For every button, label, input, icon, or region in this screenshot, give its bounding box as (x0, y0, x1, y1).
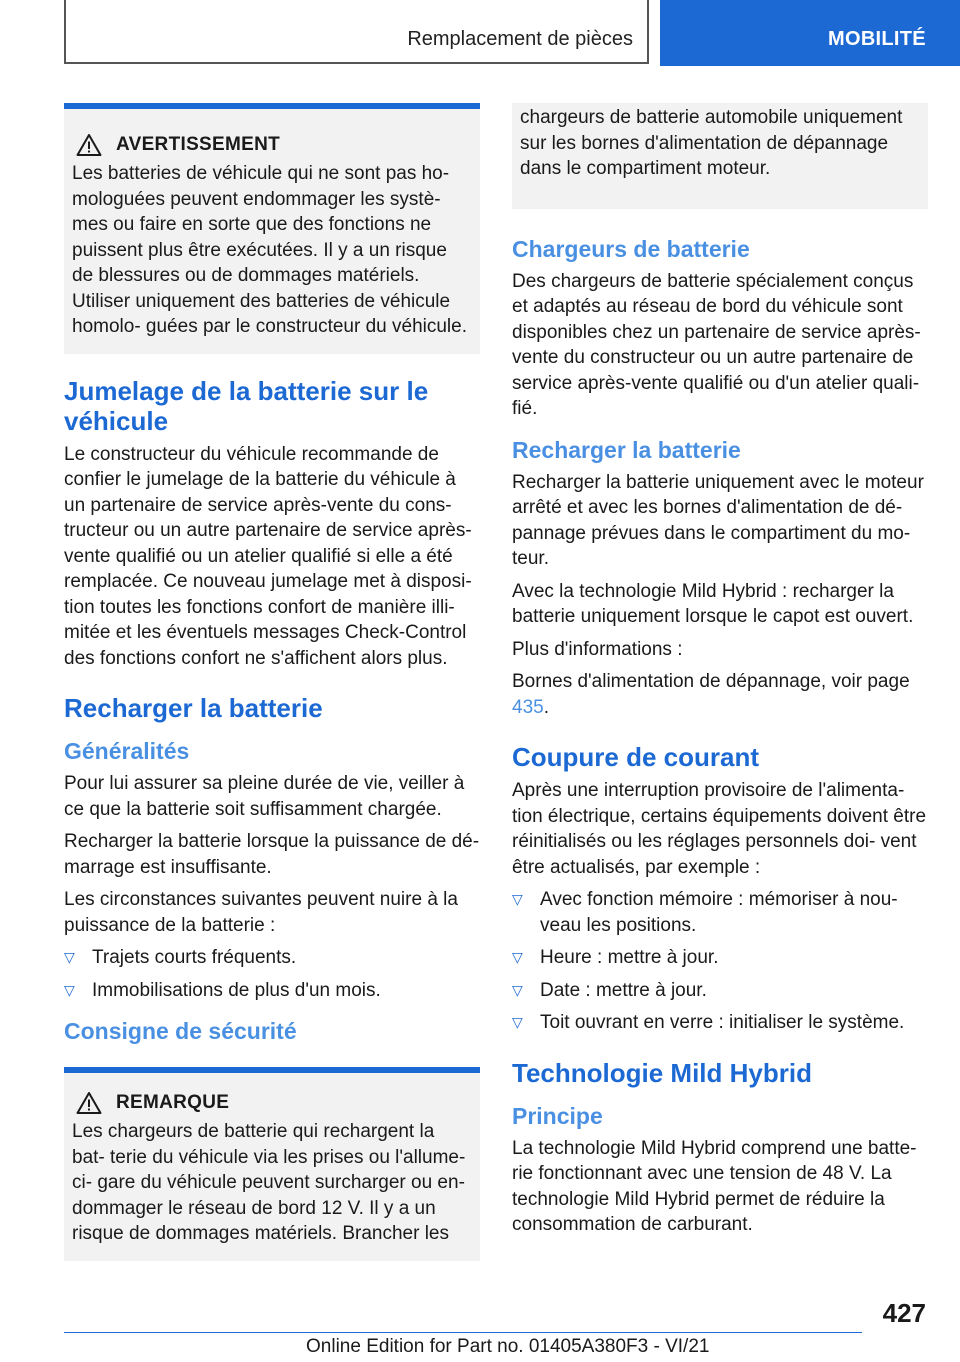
list-item (512, 887, 928, 938)
list-item (512, 945, 928, 971)
bullet-list-coupure (512, 887, 928, 1036)
list-item-text: Trajets courts fréquents. (92, 947, 297, 968)
list-item (64, 978, 480, 1004)
list-item-text: Avec fonction mémoire : mémoriser à nou- veau les positions. (540, 889, 898, 936)
paragraph-generalites-3: Les circonstances suivantes peuvent nuire à la puissance de la batterie : (64, 889, 458, 936)
triangle-bullet-icon: ▽ (512, 1014, 523, 1030)
list-item-text: Toit ouvrant en verre : initialiser le système. (540, 1012, 905, 1033)
list-item-text: Immobilisations de plus d'un mois. (92, 979, 381, 1001)
warning-box-avertissement (64, 103, 480, 354)
paragraph-recharger-1: Recharger la batterie uniquement avec le moteur arrêté et avec les bornes d'alimentation de dé- pannage prévues dans le compartiment du mo- teur. (512, 471, 924, 569)
page-number: 427 (882, 1298, 926, 1328)
triangle-bullet-icon: ▽ (512, 949, 523, 965)
triangle-bullet-icon: ▽ (512, 891, 523, 907)
heading-generalites: Généralités (64, 738, 190, 764)
left-column (64, 103, 480, 1261)
warning-box-remarque (64, 1073, 480, 1261)
heading-recharger-batterie-2: Recharger la batterie (512, 436, 741, 463)
paragraph-generalites-1: Pour lui assurer sa pleine durée de vie, veiller à ce que la batterie soit suffisamment chargée. (64, 773, 465, 820)
list-item (512, 1010, 928, 1036)
paragraph-recharger-4-end: . (543, 696, 549, 718)
paragraph-recharger-4 (512, 669, 928, 720)
footer-rule (64, 1332, 862, 1333)
list-item-text: Heure : mettre à jour. (540, 947, 719, 968)
warning-text: Les chargeurs de batterie qui rechargent la bat- terie du véhicule via les prises ou l'allume-ci- gare du véhicule peuvent surcharger ou en- dommager le réseau de bord 12 V. Il y a un risque de dommages matériels. Brancher les (72, 1121, 466, 1244)
warning-title-row (72, 1091, 472, 1115)
list-item (64, 945, 480, 971)
right-column (512, 103, 928, 1245)
triangle-bullet-icon: ▽ (512, 981, 523, 998)
triangle-bullet-icon: ▽ (64, 981, 75, 998)
header-section-frame (64, 0, 649, 64)
paragraph-principe: La technologie Mild Hybrid comprend une batte- rie fonctionnant avec une tension de 48 V. La technologie Mild Hybrid permet de réduire la consommation de carburant. (512, 1137, 917, 1235)
paragraph-recharger-3: Plus d'informations : (512, 638, 683, 660)
warning-triangle-icon (76, 133, 102, 157)
warning-triangle-icon (76, 1091, 102, 1115)
header-section-title: Remplacement de pièces (407, 28, 633, 50)
bullet-list-circonstances (64, 945, 480, 1003)
heading-chargeurs-batterie: Chargeurs de batterie (512, 235, 750, 262)
heading-technologie-mild-hybrid: Technologie Mild Hybrid (512, 1057, 812, 1088)
warning-title: REMARQUE (116, 1092, 230, 1113)
header-chapter-tab (660, 0, 960, 66)
paragraph-recharger-4-text: Bornes d'alimentation de dépannage, voir page (512, 671, 910, 692)
warning-title-row (72, 133, 472, 157)
warning-box-remarque-continued (512, 103, 928, 209)
paragraph-coupure: Après une interruption provisoire de l'alimenta- tion électrique, certains équipements doivent être réinitialisés ou les réglages personnels doi- vent être actualisés, par exemple : (512, 780, 927, 878)
warning-text-continued: chargeurs de batterie automobile uniquement sur les bornes d'alimentation de dépannage dans le compartiment moteur. (520, 107, 903, 179)
footer-edition-text: Online Edition for Part no. 01405A380F3 - VI/21 (306, 1336, 710, 1357)
paragraph-jumelage: Le constructeur du véhicule recommande de confier le jumelage de la batterie du véhicule à un partenaire de service après-vente du cons- tructeur ou un autre partenaire de service après- vente qualifié ou un atelier qualifié si elle a été remplacée. Ce nouveau jumelage met à disposi- tion toutes les fonctions confort de manière illi- mitée et les éventuels messages Check-Control des fonctions confort ne s'affichent alors plus. (64, 443, 472, 669)
warning-text: Les batteries de véhicule qui ne sont pas ho- mologuées peuvent endommager les systè- mes ou faire en sorte que des fonctions ne puissent plus être exécutées. Il y a un risque de blessures ou de dommages matériels. Utiliser uniquement des batteries de véhicule homolo- guées par le constructeur du véhicule. (72, 163, 468, 337)
triangle-bullet-icon: ▽ (64, 949, 75, 965)
heading-recharger-batterie: Recharger la batterie (64, 693, 323, 723)
page-header (0, 0, 960, 66)
heading-principe: Principe (512, 1102, 603, 1129)
list-item (512, 978, 928, 1004)
paragraph-generalites-2: Recharger la batterie lorsque la puissance de dé- marrage est insuffisante. (64, 831, 480, 878)
paragraph-recharger-2: Avec la technologie Mild Hybrid : recharger la batterie uniquement lorsque le capot est ouvert. (512, 580, 914, 627)
header-chapter-label: MOBILITÉ (828, 28, 926, 50)
page-reference-link[interactable]: 435 (512, 696, 544, 718)
heading-jumelage: Jumelage de la batterie sur le véhicule (64, 375, 429, 436)
heading-consigne-securite: Consigne de sécurité (64, 1018, 297, 1044)
heading-coupure-courant: Coupure de courant (512, 742, 760, 772)
warning-title: AVERTISSEMENT (116, 134, 281, 155)
paragraph-chargeurs: Des chargeurs de batterie spécialement conçus et adaptés au réseau de bord du véhicule sont disponibles chez un partenaire de service après- vente du constructeur ou un autre partenaire de service après-vente qualifié ou d'un atelier quali- fié. (512, 270, 921, 419)
list-item-text: Date : mettre à jour. (540, 979, 707, 1001)
